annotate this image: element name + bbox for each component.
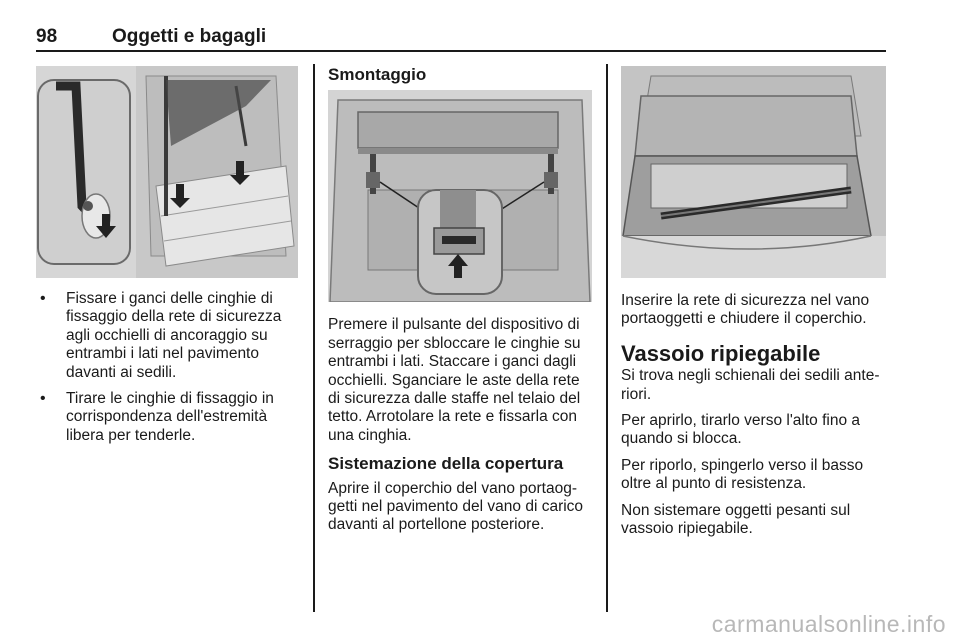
paragraph: Per riporlo, spingerlo verso il basso oltre al punto di resistenza. [621, 456, 864, 493]
page-header [36, 26, 886, 52]
column-3 [621, 66, 886, 546]
paragraph: Per aprirlo, tirarlo verso l'alto fino a quando si blocca. [621, 412, 861, 448]
paragraph: Aprire il coperchio del vano portaog-getti nel pavimento del vano di carico davanti al portellone posteriore. [328, 479, 584, 534]
watermark: carmanualsonline.info [711, 611, 946, 637]
page-title: Oggetti e bagagli [112, 26, 267, 47]
column-divider-1 [313, 64, 315, 612]
section-heading-copertura: Sistemazione della copertura [328, 454, 564, 474]
paragraph: Si trova negli schienali dei sedili ante-riori. [621, 367, 880, 403]
figure-net-hooks [36, 66, 298, 278]
paragraph: Inserire la rete di sicurezza nel vano portaoggetti e chiudere il coperchio. [621, 292, 870, 328]
section-heading-smontaggio: Smontaggio [328, 65, 427, 84]
paragraph: Non sistemare oggetti pesanti sul vassoio ripiegabile. [621, 501, 851, 538]
paragraph: Premere il pulsante del dispositivo di serraggio per sbloccare le cinghie su entrambi i lati. Staccare i ganci dagli occhielli. Sganciare le aste della rete di sicurezza dalle staffe nel telaio del tetto. Arrotolare la rete e fissarla con una cinghia. [328, 316, 581, 444]
header-rule [36, 50, 886, 52]
instruction-list [36, 290, 298, 445]
list-item: • Tirare le cinghie di fissaggio in corrispondenza dell'estremità libera per tenderle. [36, 390, 298, 445]
list-item: • Fissare i ganci delle cinghie di fissaggio della rete di sicurezza agli occhielli di ancoraggio su entrambi i lati nel pavimento davanti ai sedili. [36, 290, 298, 382]
figure-floor-compartment [621, 66, 886, 278]
section-title-vassoio: Vassoio ripiegabile [621, 340, 821, 366]
column-2 [328, 66, 592, 543]
page-number: 98 [36, 26, 58, 47]
column-divider-2 [606, 64, 608, 612]
column-1 [36, 66, 298, 453]
figure-cargo-release [328, 90, 592, 302]
